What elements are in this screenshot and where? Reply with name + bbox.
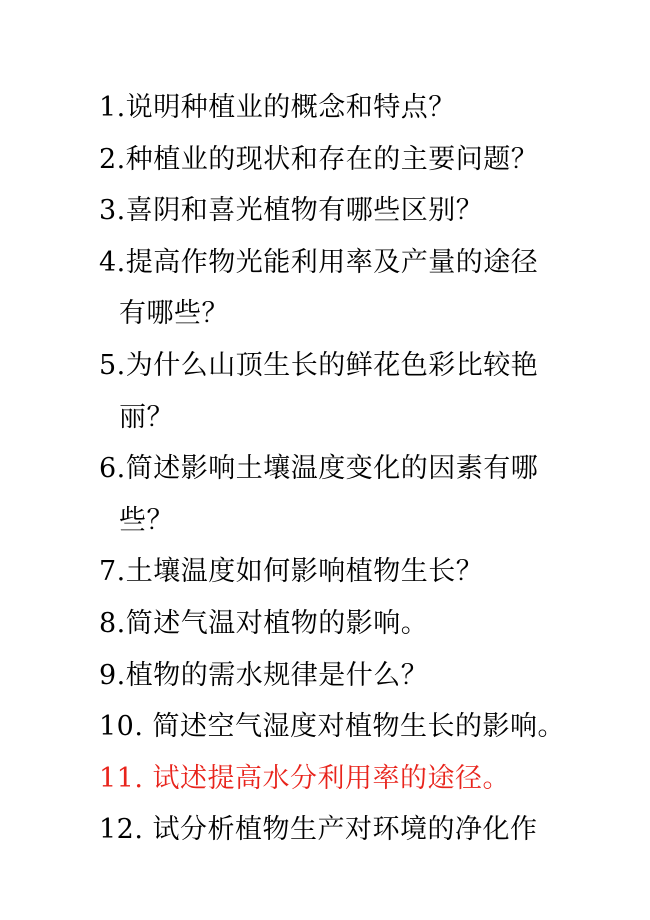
question-text: 10. 简述空气湿度对植物生长的影响。 xyxy=(99,711,566,743)
question-item-highlighted xyxy=(99,753,569,805)
question-item xyxy=(99,340,569,443)
question-item xyxy=(99,185,569,237)
question-text: 8.简述气温对植物的影响。 xyxy=(99,607,429,639)
question-text: 4.提高作物光能利用率及产量的途径 xyxy=(99,246,539,278)
question-item xyxy=(99,804,569,856)
question-text: 5.为什么山顶生长的鲜花色彩比较艳 xyxy=(99,349,539,381)
question-text: 7.土壤温度如何影响植物生长？ xyxy=(99,556,484,588)
question-text: 12. 试分析植物生产对环境的净化作 xyxy=(99,814,538,846)
question-text-continued: 些？ xyxy=(119,504,174,536)
question-text-continued: 丽？ xyxy=(119,401,174,433)
question-item xyxy=(99,443,569,546)
question-item xyxy=(99,701,569,753)
question-list xyxy=(99,82,569,856)
question-text-continued: 有哪些？ xyxy=(119,298,229,330)
question-text: 9.植物的需水规律是什么？ xyxy=(99,659,429,691)
question-item xyxy=(99,237,569,340)
question-text: 6.简述影响土壤温度变化的因素有哪 xyxy=(99,453,539,485)
question-text: 2.种植业的现状和存在的主要问题？ xyxy=(99,143,539,175)
question-text: 11. 试述提高水分利用率的途径。 xyxy=(99,762,511,794)
question-text: 1.说明种植业的概念和特点？ xyxy=(99,92,456,123)
question-item xyxy=(99,134,569,186)
question-item xyxy=(99,598,569,650)
question-item xyxy=(99,82,569,134)
question-item xyxy=(99,650,569,702)
question-item xyxy=(99,546,569,598)
question-text: 3.喜阴和喜光植物有哪些区别？ xyxy=(99,195,484,227)
